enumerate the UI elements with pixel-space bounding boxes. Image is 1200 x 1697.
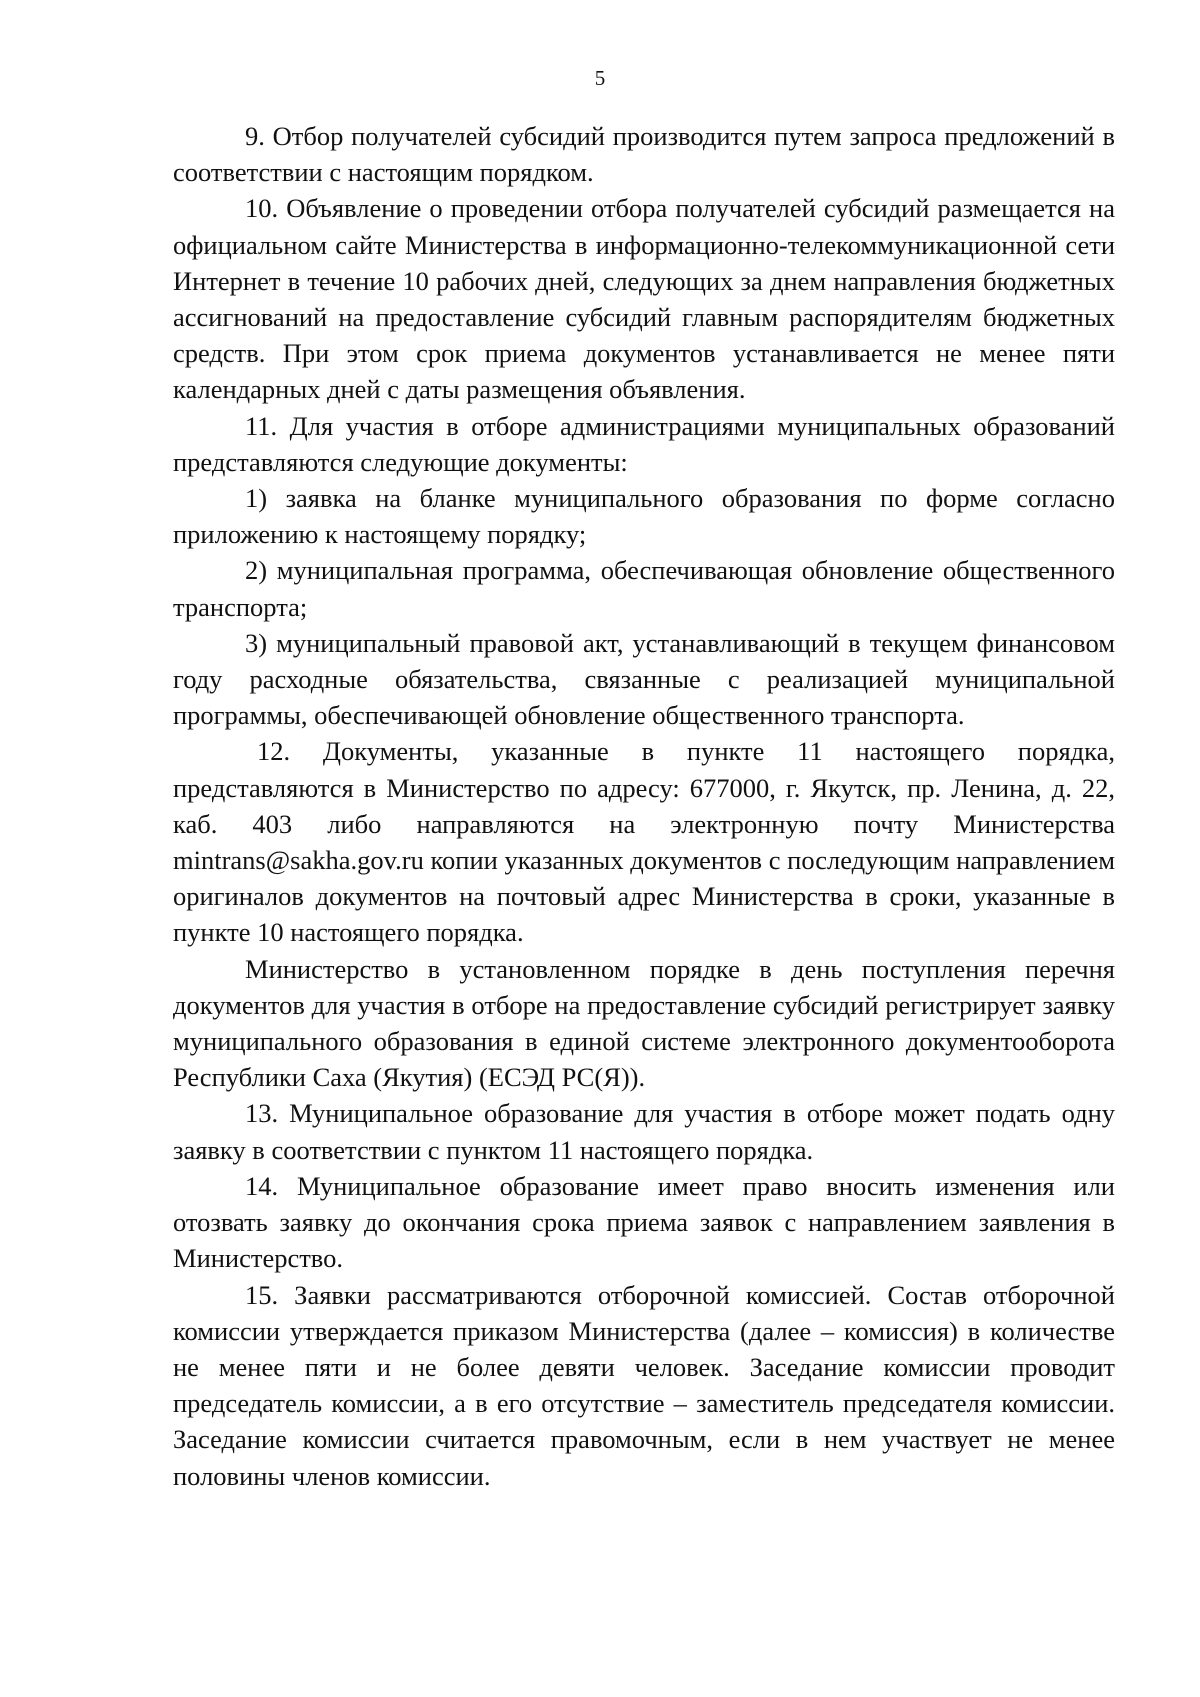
paragraph-13: 13. Муниципальное образование для участия в отборе может подать одну заявку в соответствии с пунктом 11 настоящего порядка. (173, 1098, 1115, 1165)
paragraph-11-item-2: 2) муниципальная программа, обеспечивающая обновление общественного транспорта; (173, 555, 1115, 622)
paragraph-11-item-3: 3) муниципальный правовой акт, устанавливающий в текущем финансовом году расходные обязательства, связанные с реализацией муниципальной программы, обеспечивающей обновление общественного транспорта. (173, 627, 1115, 731)
paragraph-10: 10. Объявление о проведении отбора получателей субсидий размещается на официальном сайте Министерства в информационно-телекоммуникационной сети Интернет в течение 10 рабочих дней, следующих за днем направления бюджетных ассигнований на предоставление субсидий главным распорядителям бюджетных средств. При этом срок приема документов устанавливается не менее пяти календарных дней с даты размещения объявления. (173, 193, 1115, 405)
paragraph-11-item-1: 1) заявка на бланке муниципального образования по форме согласно приложению к настоящему порядку; (173, 483, 1115, 550)
paragraph-14: 14. Муниципальное образование имеет право вносить изменения или отозвать заявку до окончания срока приема заявок с направлением заявления в Министерство. (173, 1170, 1115, 1274)
paragraph-11: 11. Для участия в отборе администрациями муниципальных образований представляются следующие документы: (173, 410, 1115, 477)
paragraph-12: 12. Документы, указанные в пункте 11 настоящего порядка, представляются в Министерство по адресу: 677000, г. Якутск, пр. Ленина, д. 22, каб. 403 либо направляются на электронную почту Министерства mintrans@sakha.gov.ru копии указанных документов с последующим направлением оригиналов документов на почтовый адрес Министерства в сроки, указанные в пункте 10 настоящего порядка. (173, 736, 1115, 948)
document-body (173, 118, 1115, 1494)
paragraph-15: 15. Заявки рассматриваются отборочной комиссией. Состав отборочной комиссии утверждается приказом Министерства (далее – комиссия) в количестве не менее пяти и не более девяти человек. Заседание комиссии проводит председатель комиссии, а в его отсутствие – заместитель председателя комиссии. Заседание комиссии считается правомочным, если в нем участвует не менее половины членов комиссии. (173, 1279, 1115, 1491)
paragraph-9: 9. Отбор получателей субсидий производится путем запроса предложений в соответствии с настоящим порядком. (173, 121, 1115, 188)
page-number: 5 (594, 66, 606, 90)
paragraph-12-registration: Министерство в установленном порядке в день поступления перечня документов для участия в отборе на предоставление субсидий регистрирует заявку муниципального образования в единой системе электронного документооборота Республики Саха (Якутия) (ЕСЭД РС(Я)). (173, 953, 1115, 1093)
